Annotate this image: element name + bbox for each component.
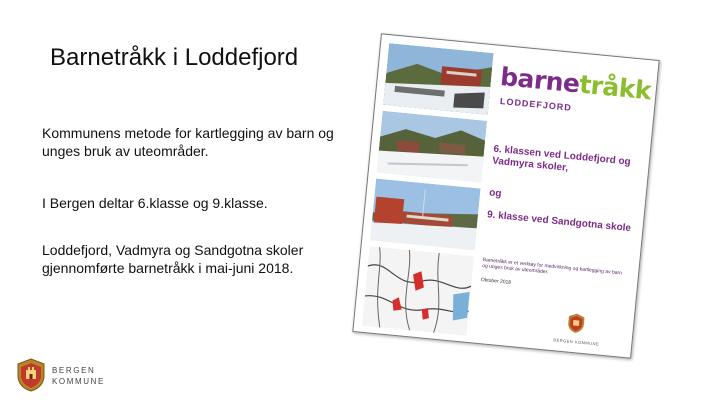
cover-photo-school-building (370, 178, 480, 250)
body-paragraph-method: Kommunens metode for kartlegging av barn og unges bruk av uteområder. (42, 125, 334, 159)
cover-footer: BERGEN KOMMUNE (553, 337, 600, 347)
slide-title: Barnetråkk i Loddefjord (50, 44, 299, 71)
cover-text-connector: og (488, 187, 502, 200)
bergen-kommune-logo (16, 358, 126, 394)
city-seal-icon (16, 358, 46, 392)
cover-date: Oktober 2018 (480, 276, 512, 286)
cover-note: Barnetråkk er et verktøy for medvirkning og kartlegging av barn og unges bruk av uteområder. (481, 257, 623, 277)
report-cover-image (352, 33, 659, 358)
body-paragraph-schools: Loddefjord, Vadmyra og Sandgotna skoler gjennomførte barnetråkk i mai-juni 2018. (42, 242, 304, 276)
cover-text-block-2: 9. klasse ved Sandgotna skole (486, 209, 632, 235)
cover-brand-part-2: tråkk (578, 69, 653, 106)
cover-seal-icon (566, 311, 586, 335)
logo-line-2: KOMMUNE (52, 377, 105, 386)
cover-text-block-1: 6. klassen ved Loddefjord og Vadmyra skoler, (491, 143, 632, 174)
cover-map (362, 246, 474, 336)
logo-wordmark (52, 365, 105, 387)
cover-photo-schoolyard (383, 43, 493, 115)
body-paragraph-grades: I Bergen deltar 6.klasse og 9.klasse. (42, 195, 268, 211)
report-cover (352, 33, 659, 358)
logo-line-1: BERGEN (52, 366, 96, 375)
cover-brand-part-1: barne (499, 61, 581, 99)
cover-subtitle: LODDEFJORD (499, 96, 573, 113)
cover-photo-winter-field (377, 111, 487, 183)
